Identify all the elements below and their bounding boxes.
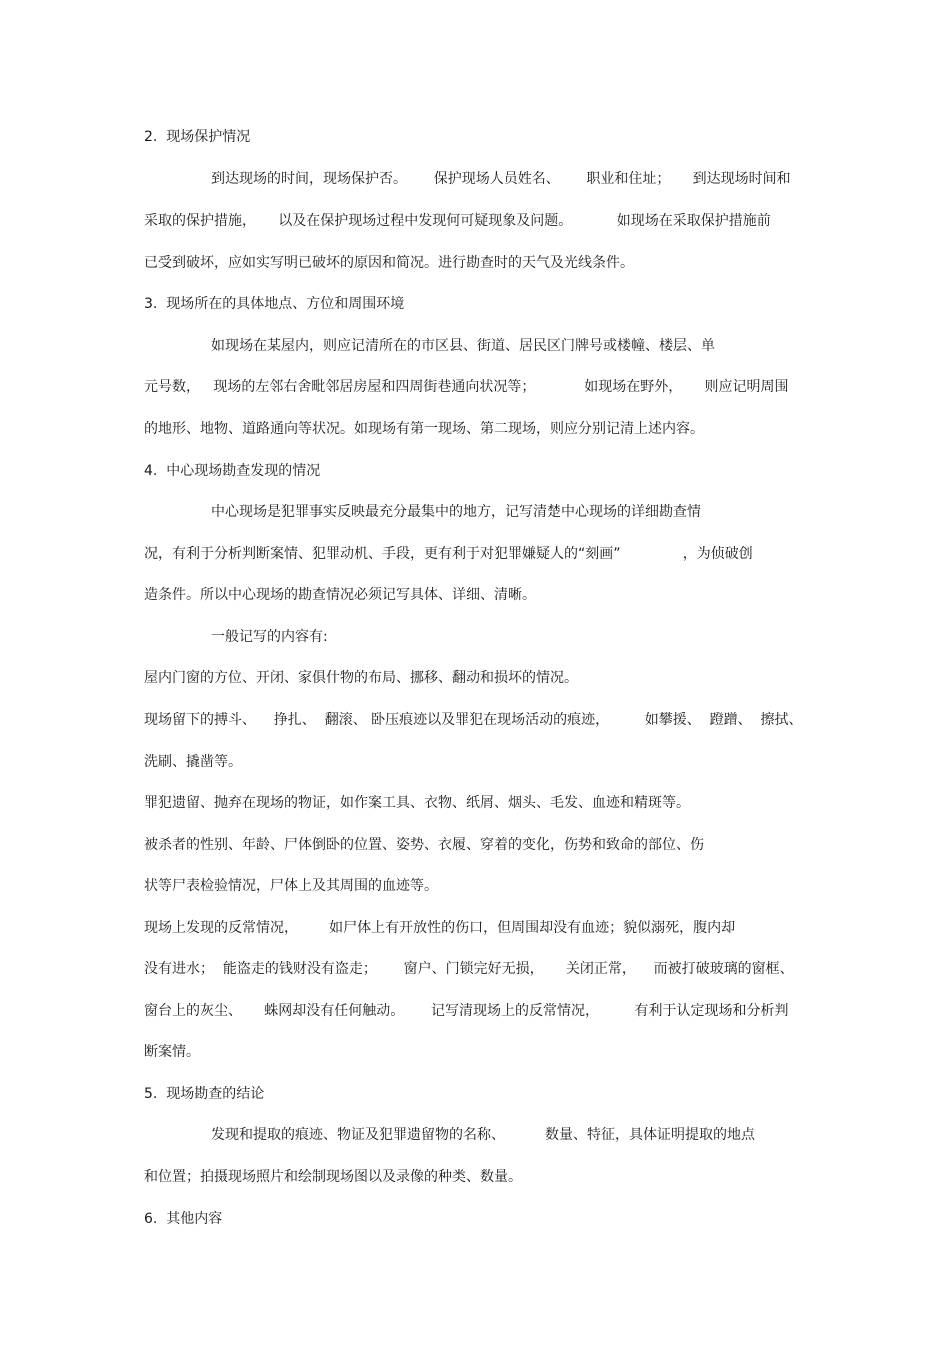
section-heading-4: 4. 中心现场勘查发现的情况 xyxy=(144,463,321,479)
paragraph-line: 采取的保护措施， 以及在保护现场过程中发现何可疑现象及问题。 如现场在采取保护措施前 xyxy=(144,213,771,229)
paragraph-line: 已受到破坏，应如实写明已破坏的原因和简况。进行勘查时的天气及光线条件。 xyxy=(144,255,634,271)
paragraph-line: 洗刷、撬凿等。 xyxy=(144,754,242,770)
paragraph-line: 断案情。 xyxy=(144,1044,200,1060)
paragraph-line: 没有进水； 能盗走的钱财没有盗走； 窗户、门锁完好无损， 关闭正常， 而被打破玻璃的窗框、 xyxy=(144,961,794,977)
paragraph-line: 状等尸表检验情况，尸体上及其周围的血迹等。 xyxy=(144,878,438,894)
section-heading-2: 2. 现场保护情况 xyxy=(144,129,251,145)
paragraph-line: 和位置；拍摄现场照片和绘制现场图以及录像的种类、数量。 xyxy=(144,1169,522,1185)
list-item: 罪犯遗留、抛弃在现场的物证，如作案工具、衣物、纸屑、烟头、毛发、血迹和精斑等。 xyxy=(144,795,690,811)
list-item: 现场留下的搏斗、 挣扎、 翻滚、 卧压痕迹以及罪犯在现场活动的痕迹， 如攀援、 蹬蹭、 擦拭、 xyxy=(144,712,803,728)
paragraph-line: 窗台上的灰尘、 蛛网却没有任何触动。 记写清现场上的反常情况， 有利于认定现场和分析判 xyxy=(144,1003,789,1019)
paragraph-line: 如现场在某屋内，则应记清所在的市区县、街道、居民区门牌号或楼幢、楼层、单 xyxy=(211,338,715,354)
section-heading-6: 6. 其他内容 xyxy=(144,1211,223,1227)
list-item: 屋内门窗的方位、开闭、家俱什物的布局、挪移、翻动和损坏的情况。 xyxy=(144,670,578,686)
list-item: 被杀者的性别、年龄、尸体倒卧的位置、姿势、衣履、穿着的变化，伤势和致命的部位、伤 xyxy=(144,837,704,853)
section-heading-5: 5. 现场勘查的结论 xyxy=(144,1086,265,1102)
list-item: 现场上发现的反常情况， 如尸体上有开放性的伤口，但周围却没有血迹；貌似溺死，腹内却 xyxy=(144,920,736,936)
paragraph-line: 造条件。所以中心现场的勘查情况必须记写具体、详细、清晰。 xyxy=(144,587,536,603)
paragraph-line: 中心现场是犯罪事实反映最充分最集中的地方，记写清楚中心现场的详细勘查情 xyxy=(211,504,701,520)
section-heading-3: 3. 现场所在的具体地点、方位和周围环境 xyxy=(144,296,405,312)
paragraph-line: 一般记写的内容有: xyxy=(211,629,328,645)
paragraph-line: 况，有利于分析判断案情、犯罪动机、手段，更有利于对犯罪嫌疑人的“刻画” ，为侦破创 xyxy=(144,546,753,562)
paragraph-line: 到达现场的时间，现场保护否。 保护现场人员姓名、 职业和住址； 到达现场时间和 xyxy=(211,171,791,187)
paragraph-line: 的地形、地物、道路通向等状况。如现场有第一现场、第二现场，则应分别记清上述内容。 xyxy=(144,421,704,437)
paragraph-line: 元号数， 现场的左邻右舍毗邻居房屋和四周街巷通向状况等； 如现场在野外， 则应记明周围 xyxy=(144,379,789,395)
paragraph-line: 发现和提取的痕迹、物证及犯罪遗留物的名称、 数量、特征，具体证明提取的地点 xyxy=(211,1127,756,1143)
